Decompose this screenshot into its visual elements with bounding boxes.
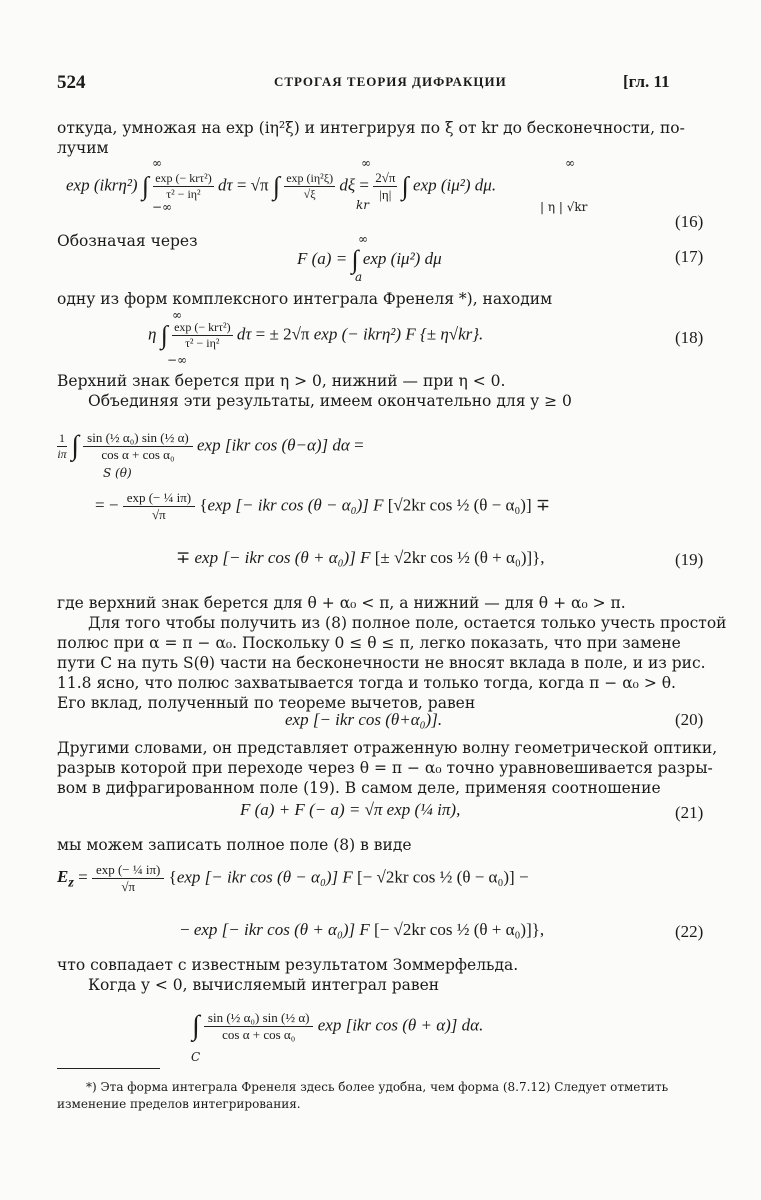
text-line: лучим — [57, 139, 109, 157]
text-line: Когда y < 0, вычисляемый интеграл равен — [88, 976, 440, 994]
equation-number: (20) — [675, 710, 704, 729]
page-number: 524 — [57, 72, 86, 93]
text-line: Объединяя эти результаты, имеем окончательно для y ≥ 0 — [88, 392, 572, 410]
equation-19-lhs: $\frac{1}{i\pi}$ ∫ $\frac{\text{sin (½ α₀) sin (½ α)}}{\text{cos α + cos α₀}}$ exp [ikr cos (θ−α)] dα = — [57, 430, 364, 462]
equation-22: $E_z$ = $\frac{\text{exp (− ¼ iπ)}}{√\pi}$ {exp [− ikr cos (θ − α₀)] F [− √2kr cos ½ (θ − α₀)] − — [57, 862, 529, 894]
book-page: 524 СТРОГАЯ ТЕОРИЯ ДИФРАКЦИИ [гл. 11 откуда, умножая на exp (iη²ξ) и интегрируя по ξ от kr до бесконечности, по- лучим exp (ikrη²) ∫ exp (− krτ²) τ² − iη² dτ = √π ∫ $\frac{\text{exp (iη²ξ)}}{√\xi}$ dξ = $\frac{2√\pi}{|\eta|}$ ∫ exp (iμ²) dμ. ∞ −∞ ∞ kr ∞ | η | √kr (16) Обозначая через F (a) = ∫ exp (iμ²) dμ ∞ a (17) одну из форм комплексного интеграла Френеля *), находим η ∫ exp (− krτ²) τ² − iη² dτ = ± 2√π exp (− ikrη²) F {± η√kr}. ∞ −∞ (18) Верхний знак берется при η > 0, нижний — при η < 0. Объединяя эти результаты, имеем окончательно для y ≥ 0 $\frac{1}{i\pi}$ ∫ $\frac{\text{sin (½ α₀) sin (½ α)}}{\text{cos α + cos α₀}}$ exp [ikr cos (θ−α)] dα = S (θ) = − $\frac{\text{exp (− ¼ iπ)}}{√\pi}$ {exp [− ikr cos (θ − α₀)] F [√2kr cos ½ (θ − α₀)] ∓ ∓ exp [− ikr cos (θ + α₀)] F [± √2kr cos ½ (θ + α₀)]}, (19) где верхний знак берется для θ + α₀ < π, а нижний — для θ + α₀ > π. Для того чтобы получить из (8) полное поле, остается только учесть простой полюс при α = π − α₀. Поскольку 0 ≤ θ ≤ π, легко показать, что при замене пути C на путь S(θ) части на бесконечности не вносят вклада в поле, и из рис. 11.8 ясно, что полюс захватывается тогда и только тогда, когда π − α₀ > θ. Его вклад, полученный по теореме вычетов, равен exp [− ikr cos (θ+α₀)]. (20) Другими словами, он представляет отраженную волну геометрической оптики, разрыв которой при переходе через θ = π − α₀ точно уравновешивается разры- вом в дифрагированном поле (19). В самом деле, применяя соотношение F (a) + F (− a) = √π exp (¼ iπ), (21) мы можем записать полное поле (8) в виде $E_z$ = $\frac{\text{exp (− ¼ iπ)}}{√\pi}$ {exp [− ikr cos (θ − α₀)] F [− √2kr cos ½ (θ − α₀)] − − exp [− ikr cos (θ + α₀)] F [− √2kr cos ½ (θ + α₀)]}, (22) что совпадает с известным результатом Зоммерфельда. Когда y < 0, вычисляемый интеграл равен ∫ $\frac{\text{sin (½ α₀) sin (½ α)}}{\text{cos α + cos α₀}}$ exp [ikr cos (θ + α)] dα. C *) Эта форма интеграла Френеля здесь более удобна, чем форма (8.7.12) Следует отметить изменение пределов интегрирования. — [57, 72, 727, 1111]
equation-number: (16) — [675, 212, 704, 231]
equation-18: η ∫ exp (− krτ²) τ² − iη² dτ = ± 2√π exp (− ikrη²) F {± η√kr}. — [148, 320, 484, 350]
equation-21: F (a) + F (− a) = √π exp (¼ iπ), — [240, 800, 461, 819]
equation-number: (18) — [675, 328, 704, 347]
equation-16: exp (ikrη²) ∫ exp (− krτ²) τ² − iη² dτ = √π ∫ $\frac{\text{exp (iη²ξ)}}{√\xi}$ dξ = $\frac{2√\pi}{|\eta|}$ ∫ exp (iμ²) dμ. — [66, 170, 497, 202]
text-line: Обозначая через — [57, 232, 198, 250]
chapter-ref: [гл. 11 — [623, 72, 670, 91]
text-line: разрыв которой при переходе через θ = π − α₀ точно уравновешивается разры- — [57, 759, 713, 777]
equation-number: (22) — [675, 922, 704, 941]
text-line: откуда, умножая на exp (iη²ξ) и интегрируя по ξ от kr до бесконечности, по- — [57, 119, 685, 137]
text-line: мы можем записать полное поле (8) в виде — [57, 836, 412, 854]
equation-22-line2: − exp [− ikr cos (θ + α₀)] F [− √2kr cos ½ (θ + α₀)]}, — [180, 920, 545, 939]
equation-number: (17) — [675, 247, 704, 266]
text-line: одну из форм комплексного интеграла Френеля *), находим — [57, 290, 553, 308]
equation-last: ∫ $\frac{\text{sin (½ α₀) sin (½ α)}}{\text{cos α + cos α₀}}$ exp [ikr cos (θ + α)] dα. — [192, 1010, 484, 1042]
equation-number: (19) — [675, 550, 704, 569]
footnote-line: *) Эта форма интеграла Френеля здесь более удобна, чем форма (8.7.12) Следует отметить — [86, 1080, 669, 1094]
equation-number: (21) — [675, 803, 704, 822]
text-line: 11.8 ясно, что полюс захватывается тогда и только тогда, когда π − α₀ > θ. — [57, 674, 676, 692]
equation-19-rhs: = − $\frac{\text{exp (− ¼ iπ)}}{√\pi}$ {exp [− ikr cos (θ − α₀)] F [√2kr cos ½ (θ − α₀)] ∓ — [95, 490, 551, 522]
text-line: вом в дифрагированном поле (19). В самом деле, применяя соотношение — [57, 779, 661, 797]
text-line: Для того чтобы получить из (8) полное поле, остается только учесть простой — [88, 614, 727, 632]
text-line: где верхний знак берется для θ + α₀ < π, а нижний — для θ + α₀ > π. — [57, 594, 626, 612]
equation-20: exp [− ikr cos (θ+α₀)]. — [285, 710, 443, 729]
footnote-line: изменение пределов интегрирования. — [57, 1097, 301, 1111]
text-line: пути C на путь S(θ) части на бесконечности не вносят вклада в поле, и из рис. — [57, 654, 706, 672]
equation-17: F (a) = ∫ exp (iμ²) dμ — [297, 245, 442, 274]
text-line: полюс при α = π − α₀. Поскольку 0 ≤ θ ≤ π, легко показать, что при замене — [57, 634, 681, 652]
text-line: Верхний знак берется при η > 0, нижний — при η < 0. — [57, 372, 506, 390]
text-line: что совпадает с известным результатом Зоммерфельда. — [57, 956, 519, 974]
running-title: СТРОГАЯ ТЕОРИЯ ДИФРАКЦИИ — [274, 74, 507, 89]
footnote-rule — [57, 1068, 160, 1069]
equation-19-rhs-2: ∓ exp [− ikr cos (θ + α₀)] F [± √2kr cos ½ (θ + α₀)]}, — [176, 548, 545, 567]
text-line: Другими словами, он представляет отраженную волну геометрической оптики, — [57, 739, 718, 757]
text-line: Его вклад, полученный по теореме вычетов, равен — [57, 694, 476, 712]
